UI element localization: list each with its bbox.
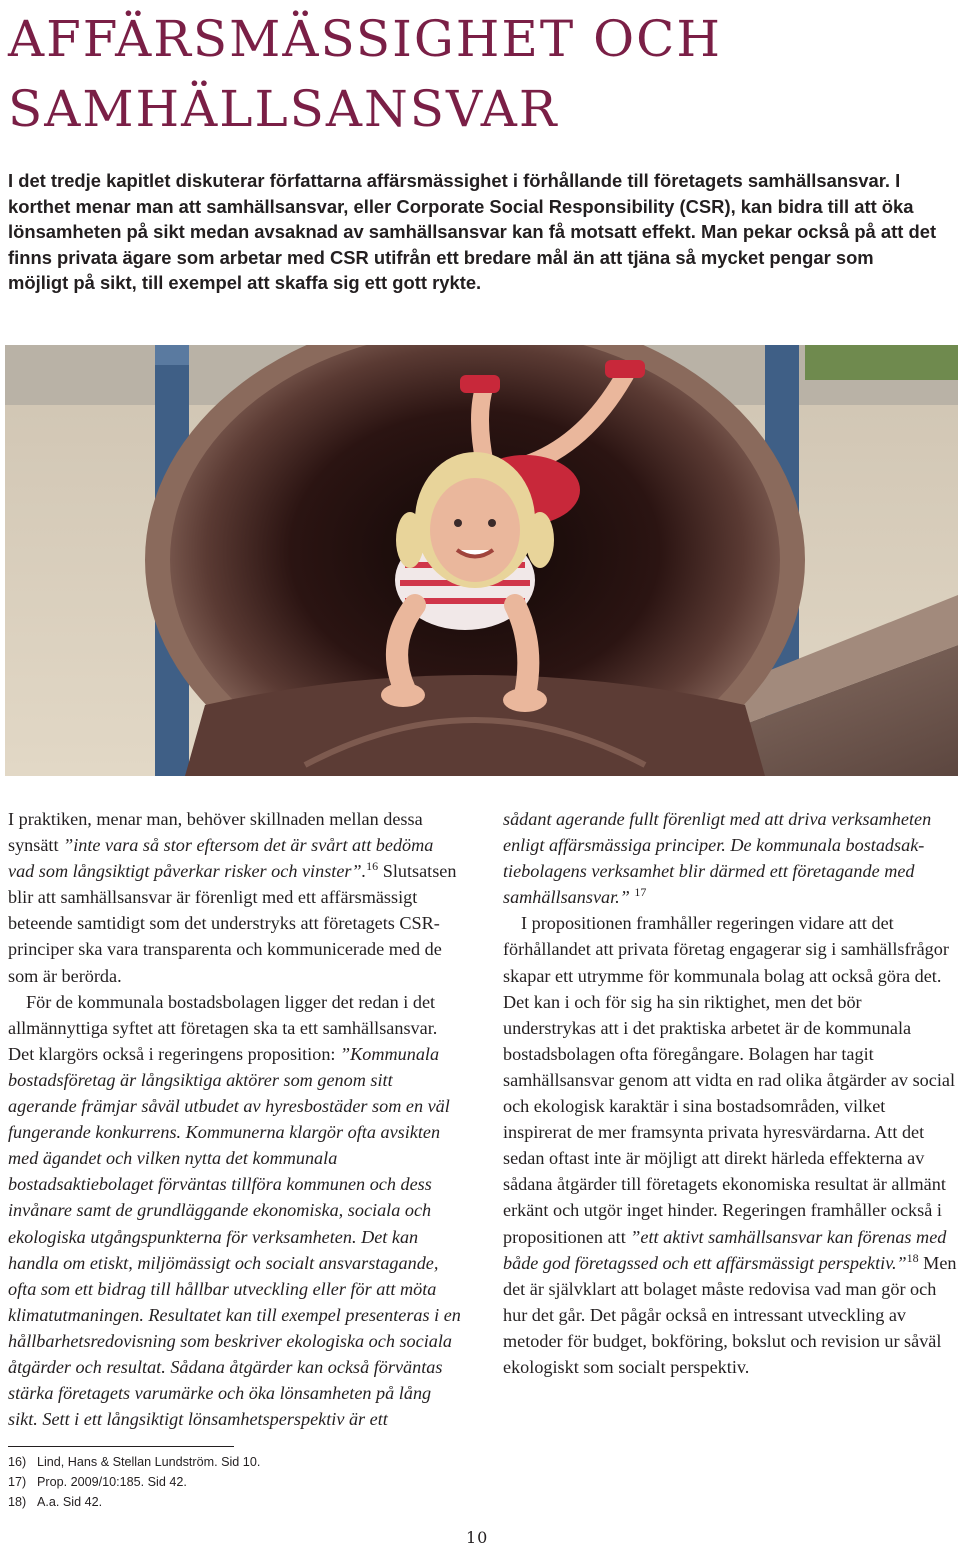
body-column-left: [8, 806, 463, 1432]
heading-line-1: AFFÄRSMÄSSIGHET OCH: [8, 10, 722, 68]
quote: ”ett aktivt samhällsansvar kan förenas med både god företagssed och ett affärsmässigt perspektiv.”: [503, 1226, 947, 1273]
heading-line-2: SAMHÄLLSANSVAR: [8, 80, 559, 138]
footnote-ref: 17: [634, 885, 647, 900]
quote: ”inte vara så stor eftersom det är svårt att bedöma vad som långsiktigt påverkar risker och vinster”.: [8, 835, 434, 882]
quote: ”Kommunala bostadsföretag är långsiktiga aktörer som genom sitt agerande främjar såväl utbudet av hyresbostäder som en väl fungerande konkurrens. Kommunerna klargör ofta avsikten med ägandet och vilken nytta det kommunala bostadsaktiebolaget förväntas tillföra kommunen och dess invånare samt de grundläggande ekonomiska, sociala och ekologiska utgångspunkterna för verksamheten. Det kan handla om etiskt, miljömässigt och socialt ansvarstagande, ofta som ett bidrag till hållbar utveckling eller för att möta klimatutmaningen. Resultatet kan till exempel presenteras i en hållbarhetsredovisning som beskriver ekologiska och sociala åtgärder och resultat. Sådana åtgärder kan också förväntas stärka företagets varumärke och öka lönsamheten på lång sikt. Sett i ett långsiktigt lönsamhetsperspektiv är ett: [8, 1043, 461, 1430]
footnote-divider: [8, 1446, 234, 1447]
paragraph-right-1: [503, 806, 958, 910]
child-in-slide-tube-illustration: [5, 345, 958, 776]
footnotes: [8, 1452, 408, 1512]
paragraph-left-2: För de kommunala bostadsbolagen ligger det redan i det allmännyttiga syftet att företagen ska ta ett samhällsansvar. Det klargörs också i regeringens proposition: ”Kommunala bostadsföretag är långsiktiga aktörer som genom sitt agerande främjar såväl utbudet av hyresbostäder som en väl fungerande konkurrens. Kommunerna klargör ofta avsikten med ägandet och vilken nytta det kommunala bostadsaktiebolaget förväntas tillföra kommunen och dess invånare samt de grundläggande ekonomiska, sociala och ekologiska utgångspunkterna för verksamheten. Det kan handla om etiskt, miljömässigt och socialt ansvarstagande, ofta som ett bidrag till hållbar utveckling eller för att möta klimatutmaningen. Resultatet kan till exempel presenteras i en hållbarhetsredovisning som beskriver ekologiska och sociala åtgärder och resultat. Sådana åtgärder kan också förväntas stärka företagets varumärke och öka lönsamheten på lång sikt. Sett i ett långsiktigt lönsamhetsperspektiv är ett: [8, 991, 461, 1430]
body-column-right: [503, 806, 958, 1380]
chapter-heading: [8, 4, 722, 144]
footnote-18: 18) A.a. Sid 42.: [8, 1495, 103, 1509]
footnote-17: 17) Prop. 2009/10:185. Sid 42.: [8, 1475, 187, 1489]
paragraph-right-2: I propositionen framhåller regeringen vidare att det förhållandet att privata företag engagerar sig i samhällsfrågor skapar ett utrymme för kommunala bolag att också göra det. Det kan i och för sig ha sin riktighet, men det bör understrykas att i det praktiska arbetet är de kommunala bostadsbolagen ofta föregångare. Bolagen har tagit samhällsansvar genom att vidta en rad olika åtgärder av social och ekologisk karaktär i sina bostadsområden, vilket inspirerat de mer framsynta privata hyresvärdarna. Att det sedan oftast inte är möjligt att direkt härleda effekterna av sådana åtgärder till företagets ekonomiska resultat är allmänt erkänt och utgör inget hinder. Regeringen framhåller också i propositionen att ”ett aktivt samhällsansvar kan förenas med både god företagssed och ett affärsmässigt perspektiv.”$^{18}$ Men det är självklart att bolaget måste redovisa vad man gör och hur det går. Det pågår också en intressant utveckling av metoder för budget, bokföring, bokslut och revision ur såväl ekologiskt som socialt perspektiv.: [503, 913, 957, 1377]
page-number: 10: [466, 1528, 489, 1547]
paragraph-left-1: I praktiken, menar man, behöver skillnaden mellan dessa synsätt ”inte vara så stor eftersom det är svårt att bedöma vad som långsiktigt påverkar risker och vinster”.$^{16}$ Slutsatsen blir att samhällsansvar är förenligt med ett affärsmässigt beteende samtidigt som det understryks att företagets CSR-principer ska vara transparenta och kommunicerade med de som är berörda.: [8, 809, 457, 986]
quote: sådant agerande fullt förenligt med att driva verksamheten enligt affärsmässiga principer. De kommunala bostadsaktiebolagens verksamhet blir därmed ett företagande med samhällsansvar.”: [503, 809, 932, 908]
lead-paragraph: I det tredje kapitlet diskuterar författarna affärsmässighet i förhållande till företagets samhällsansvar. I korthet menar man att samhällsansvar, eller Corporate Social Responsibility (CSR), kan bidra till att öka lönsamheten på sikt medan avsaknad av samhällsansvar kan få motsatt effekt. Man pekar också på att det finns privata ägare som arbetar med CSR utifrån ett bredare mål än att tjäna så mycket pengar som möjligt på sikt, till exempel att skaffa sig ett gott rykte.: [8, 170, 937, 293]
playground-photo: [5, 345, 958, 776]
footnote-ref: 18: [906, 1250, 919, 1265]
footnote-16: 16) Lind, Hans & Stellan Lundström. Sid 10.: [8, 1455, 261, 1469]
footnote-ref: 16: [366, 859, 379, 874]
